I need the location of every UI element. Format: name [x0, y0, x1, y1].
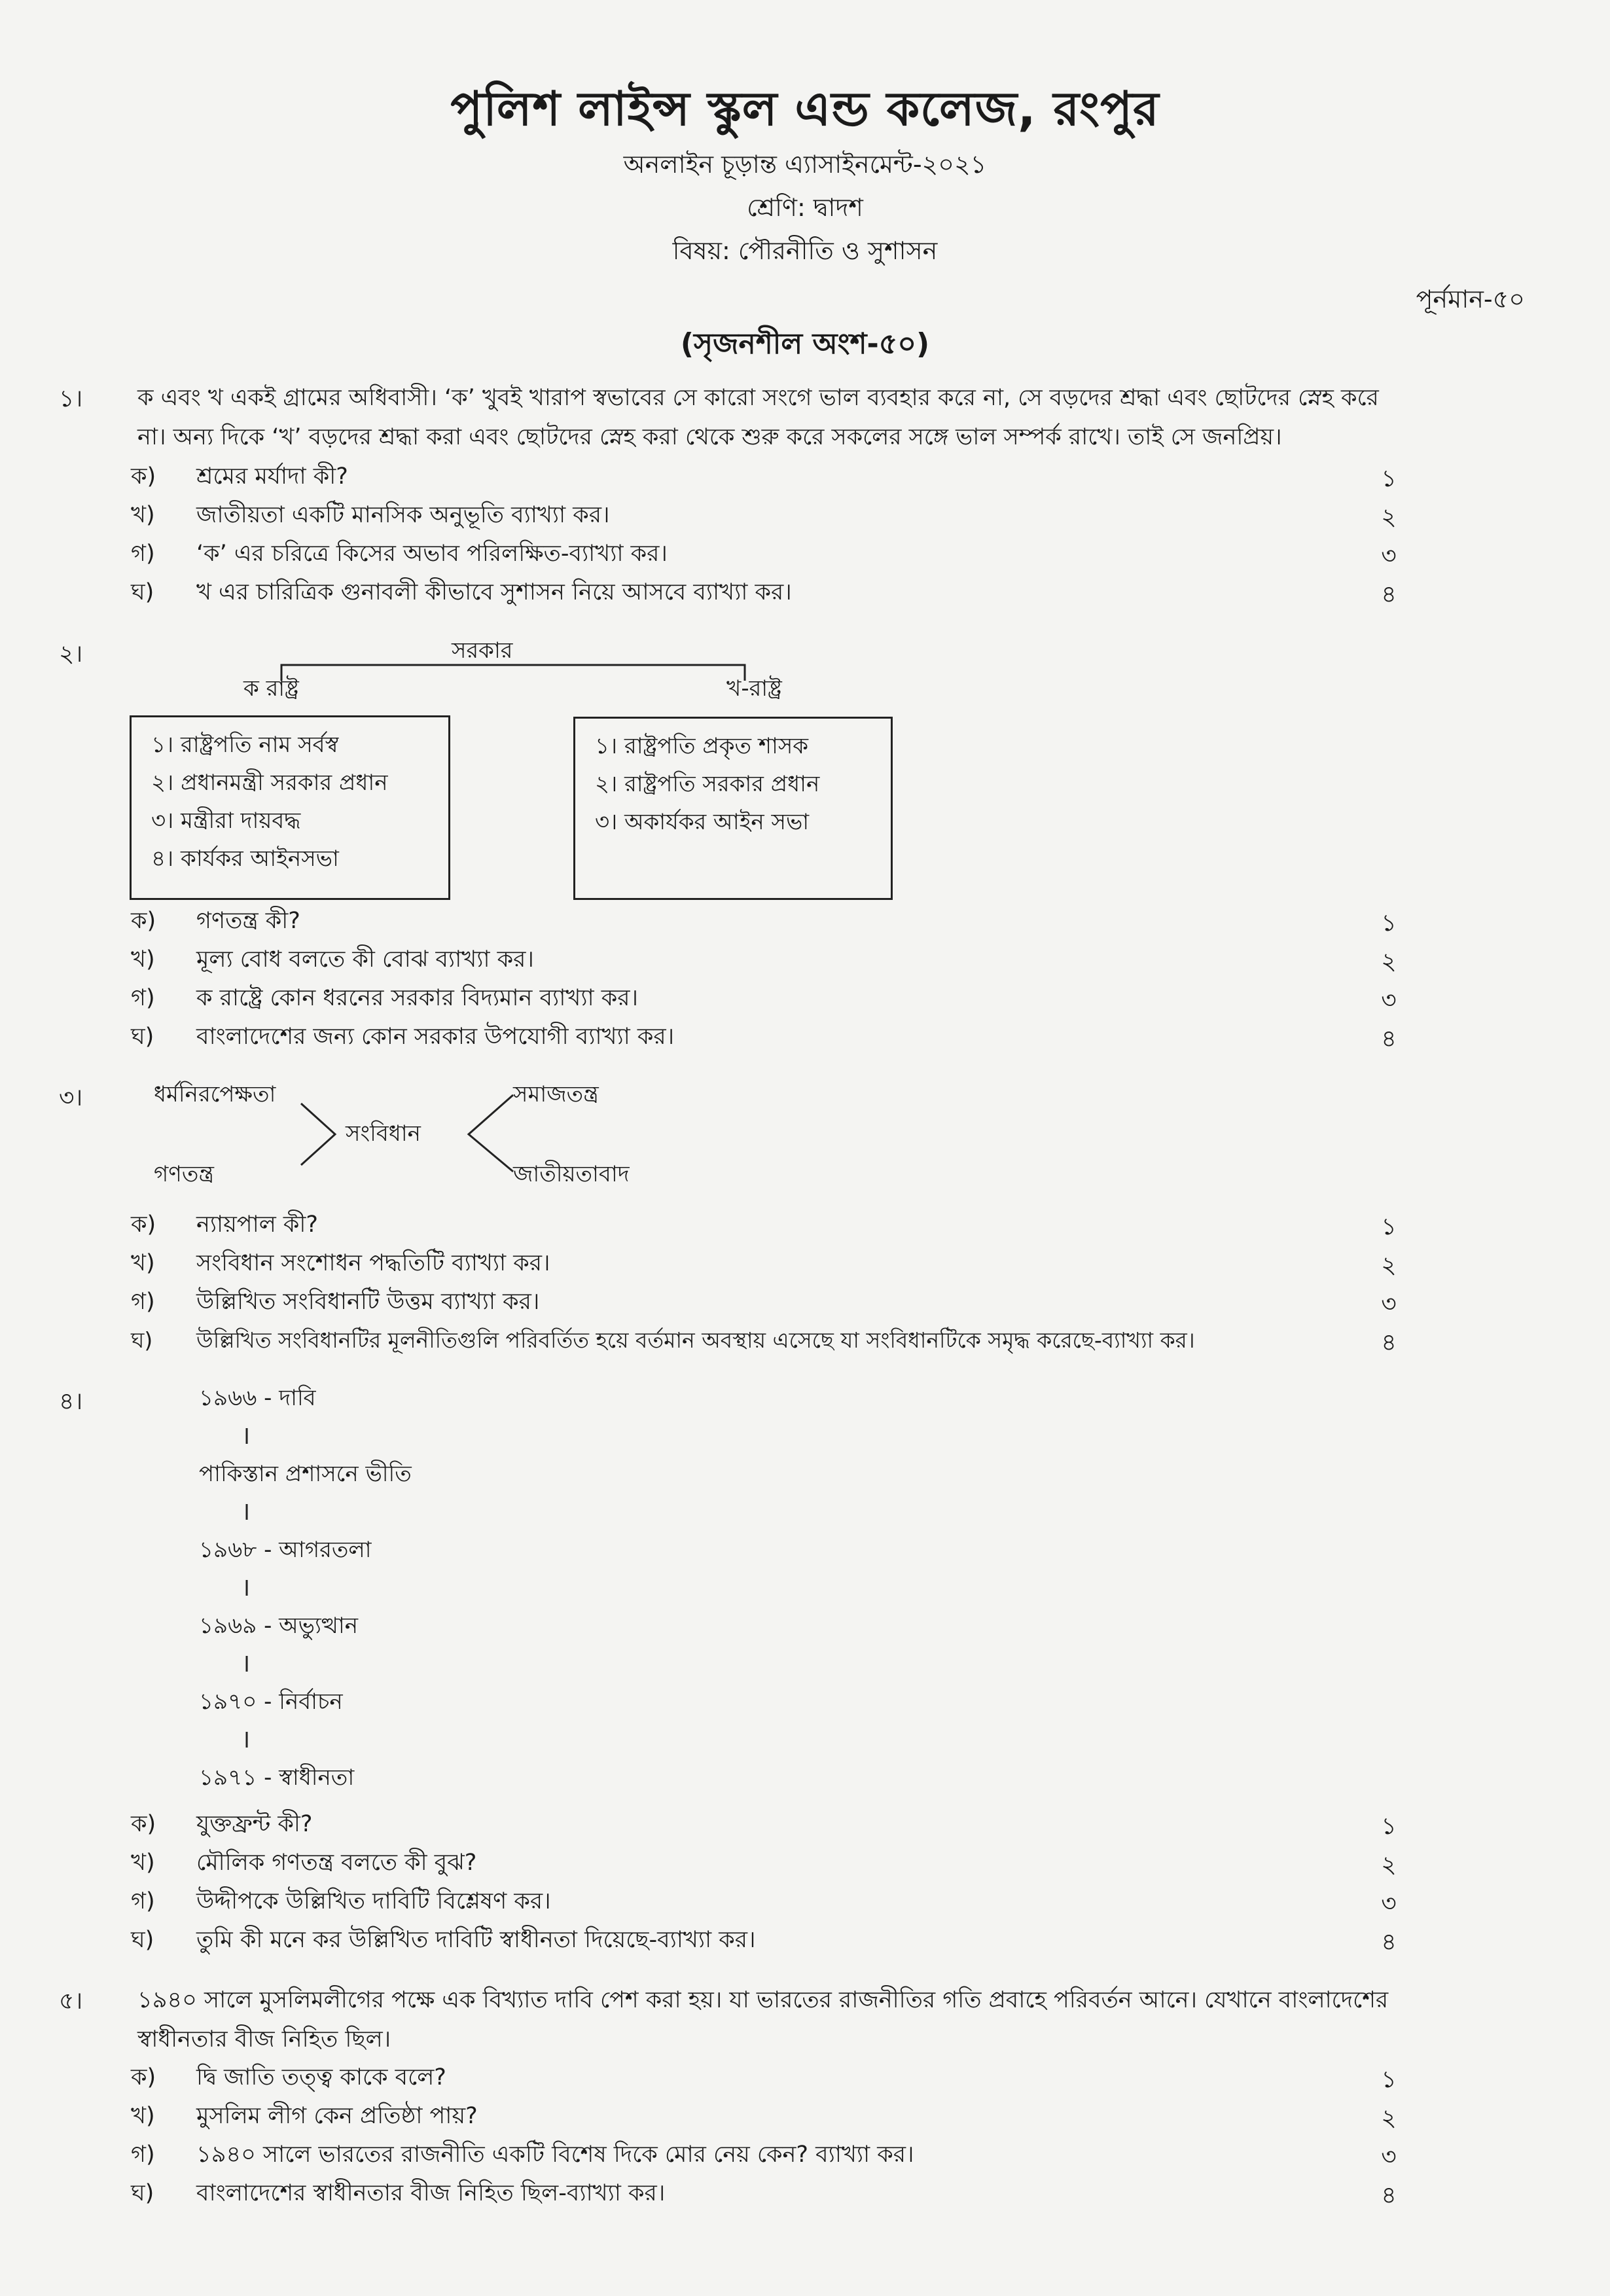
- q1-item-a: ক) শ্রমের মর্যাদা কী?: [131, 463, 348, 490]
- q2-right-box-line: ২। রাষ্ট্রপতি সরকার প্রধান: [595, 771, 820, 797]
- q3-left-chevron: [301, 1103, 335, 1165]
- question-number-1: ১।: [59, 386, 83, 412]
- q4-item-c: গ) উদ্দীপকে উল্লিখিত দাবিটি বিশ্লেষণ কর।: [131, 1888, 551, 1914]
- q1-item-d: ঘ) খ এর চারিত্রিক গুনাবলী কীভাবে সুশাসন নিয়ে আসবে ব্যাখ্যা কর।: [131, 579, 792, 605]
- q5-item-d: ঘ) বাংলাদেশের স্বাধীনতার বীজ নিহিত ছিল-ব্যাখ্যা কর।: [131, 2180, 666, 2206]
- q5-mark-b: ২: [1381, 2105, 1397, 2132]
- q5-stem-line-1: ১৯৪০ সালে মুসলিমলীগের পক্ষে এক বিখ্যাত দাবি পেশ করা হয়। যা ভারতের রাজনীতির গতি প্রবাহে পরিবর্তন আনে। যেখানে বাংলাদেশের: [137, 1987, 1389, 2013]
- subject-label: বিষয়: পৌরনীতি ও সুশাসন: [672, 236, 938, 265]
- q4-timeline-entry: ১৯৭০ - নির্বাচন: [199, 1689, 343, 1715]
- q4-timeline-entry: ১৯৬৯ - অভ্যুত্থান: [199, 1613, 359, 1639]
- q3-center: সংবিধান: [346, 1121, 421, 1147]
- q2-left-box-line: ৪। কার্যকর আইনসভা: [151, 846, 339, 872]
- q2-item-b: খ) মূল্য বোধ বলতে কী বোঝ ব্যাখ্যা কর।: [131, 946, 534, 973]
- q1-mark-a: ১: [1381, 465, 1397, 492]
- question-number-3: ৩।: [59, 1085, 83, 1111]
- q4-timeline-entry: ১৯৭১ - স্বাধীনতা: [199, 1765, 355, 1791]
- q1-mark-c: ৩: [1381, 543, 1397, 569]
- q2-mark-b: ২: [1381, 948, 1397, 975]
- q5-item-b: খ) মুসলিম লীগ কেন প্রতিষ্ঠা পায়?: [131, 2103, 478, 2129]
- q1-stem-line-1: ক এবং খ একই গ্রামের অধিবাসী। ‘ক’ খুবই খারাপ স্বভাবের সে কারো সংগে ভাল ব্যবহার করে না, সে বড়দের শ্রদ্ধা এবং ছোটদের স্নেহ করে: [137, 385, 1379, 411]
- q2-mark-a: ১: [1381, 910, 1397, 937]
- section-title: (সৃজনশীল অংশ-৫০): [680, 327, 930, 361]
- q5-mark-c: ৩: [1381, 2144, 1397, 2170]
- q1-mark-b: ২: [1381, 504, 1397, 531]
- q3-item-a: ক) ন্যায়পাল কী?: [131, 1211, 318, 1238]
- q3-mark-b: ২: [1381, 1252, 1397, 1279]
- q2-left-box-line: ৩। মন্ত্রীরা দায়বদ্ধ: [151, 808, 301, 834]
- q4-mark-d: ৪: [1381, 1929, 1397, 1956]
- institution-title: পুলিশ লাইন্স স্কুল এন্ড কলেজ, রংপুর: [450, 81, 1160, 136]
- q4-mark-c: ৩: [1381, 1890, 1397, 1917]
- question-number-2: ২।: [59, 641, 83, 668]
- q4-item-d: ঘ) তুমি কী মনে কর উল্লিখিত দাবিটি স্বাধীনতা দিয়েছে-ব্যাখ্যা কর।: [131, 1927, 756, 1953]
- q5-item-a: ক) দ্বি জাতি তত্ত্ব কাকে বলে?: [131, 2064, 446, 2090]
- q2-left-title: ক রাষ্ট্র: [243, 675, 299, 702]
- q4-item-b: খ) মৌলিক গণতন্ত্র বলতে কী বুঝ?: [131, 1850, 477, 1876]
- q1-mark-d: ৪: [1381, 581, 1397, 608]
- q2-right-box-line: ৩। অকার্যকর আইন সভা: [595, 809, 810, 835]
- q2-item-d: ঘ) বাংলাদেশের জন্য কোন সরকার উপযোগী ব্যাখ্যা কর।: [131, 1024, 675, 1050]
- q1-item-b: খ) জাতীয়তা একটি মানসিক অনুভূতি ব্যাখ্যা কর।: [131, 502, 610, 528]
- full-marks: পূর্নমান-৫০: [1416, 285, 1525, 314]
- q5-mark-d: ৪: [1381, 2182, 1397, 2209]
- q1-item-c: গ) ‘ক’ এর চরিত্রে কিসের অভাব পরিলক্ষিত-ব্যাখ্যা কর।: [131, 541, 668, 567]
- exam-name: অনলাইন চূড়ান্ত এ্যাসাইনমেন্ট-২০২১: [623, 150, 987, 179]
- q3-right-chevron: [469, 1095, 513, 1172]
- q3-bottom-left: গণতন্ত্র: [154, 1161, 214, 1187]
- q3-item-b: খ) সংবিধান সংশোধন পদ্ধতিটি ব্যাখ্যা কর।: [131, 1250, 550, 1276]
- q4-mark-b: ২: [1381, 1852, 1397, 1878]
- q2-root-label: সরকার: [452, 637, 513, 664]
- q2-item-c: গ) ক রাষ্ট্রে কোন ধরনের সরকার বিদ্যমান ব্যাখ্যা কর।: [131, 985, 639, 1011]
- q2-tree-bracket: [281, 665, 745, 681]
- q4-mark-a: ১: [1381, 1813, 1397, 1840]
- q5-mark-a: ১: [1381, 2066, 1397, 2093]
- q3-mark-a: ১: [1381, 1213, 1397, 1240]
- question-number-5: ৫।: [59, 1988, 83, 2015]
- q3-mark-d: ৪: [1381, 1329, 1397, 1356]
- q3-top-right: সমাজতন্ত্র: [513, 1081, 599, 1107]
- q4-timeline-entry: পাকিস্তান প্রশাসনে ভীতি: [199, 1461, 412, 1487]
- q5-item-c: গ) ১৯৪০ সালে ভারতের রাজনীতি একটি বিশেষ দিকে মোর নেয় কেন? ব্যাখ্যা কর।: [131, 2142, 914, 2168]
- q2-item-a: ক) গণতন্ত্র কী?: [131, 908, 300, 934]
- q3-mark-c: ৩: [1381, 1291, 1397, 1318]
- question-number-4: ৪।: [59, 1388, 83, 1415]
- q3-bottom-right: জাতীয়তাবাদ: [513, 1161, 630, 1187]
- class-label: শ্রেণি: দ্বাদশ: [747, 193, 863, 222]
- q2-right-title: খ-রাষ্ট্র: [726, 675, 782, 702]
- q3-item-c: গ) উল্লিখিত সংবিধানটি উত্তম ব্যাখ্যা কর।: [131, 1289, 540, 1315]
- q2-left-box-line: ১। রাষ্ট্রপতি নাম সর্বস্ব: [151, 732, 339, 758]
- q4-timeline-entry: ১৯৬৮ - আগরতলা: [199, 1537, 372, 1563]
- q4-timeline-entry: ১৯৬৬ - দাবি: [199, 1385, 316, 1411]
- q1-stem-line-2: না। অন্য দিকে ‘খ’ বড়দের শ্রদ্ধা করা এবং ছোটদের স্নেহ করা থেকে শুরু করে সকলের সঙ্গে ভাল সম্পর্ক রাখে। তাই সে জনপ্রিয়।: [137, 424, 1282, 450]
- q3-top-left: ধর্মনিরপেক্ষতা: [154, 1081, 276, 1107]
- q2-left-box-line: ২। প্রধানমন্ত্রী সরকার প্রধান: [151, 770, 388, 796]
- q2-mark-d: ৪: [1381, 1026, 1397, 1052]
- q3-item-d: ঘ) উল্লিখিত সংবিধানটির মূলনীতিগুলি পরিবর্তিত হয়ে বর্তমান অবস্থায় এসেছে যা সংবিধানটিকে সমৃদ্ধ করেছে-ব্যাখ্যা কর।: [131, 1327, 1195, 1353]
- q2-right-box-line: ১। রাষ্ট্রপতি প্রকৃত শাসক: [595, 733, 809, 759]
- q4-item-a: ক) যুক্তফ্রন্ট কী?: [131, 1811, 313, 1837]
- q2-mark-c: ৩: [1381, 987, 1397, 1014]
- q5-stem-line-2: স্বাধীনতার বীজ নিহিত ছিল।: [137, 2026, 391, 2053]
